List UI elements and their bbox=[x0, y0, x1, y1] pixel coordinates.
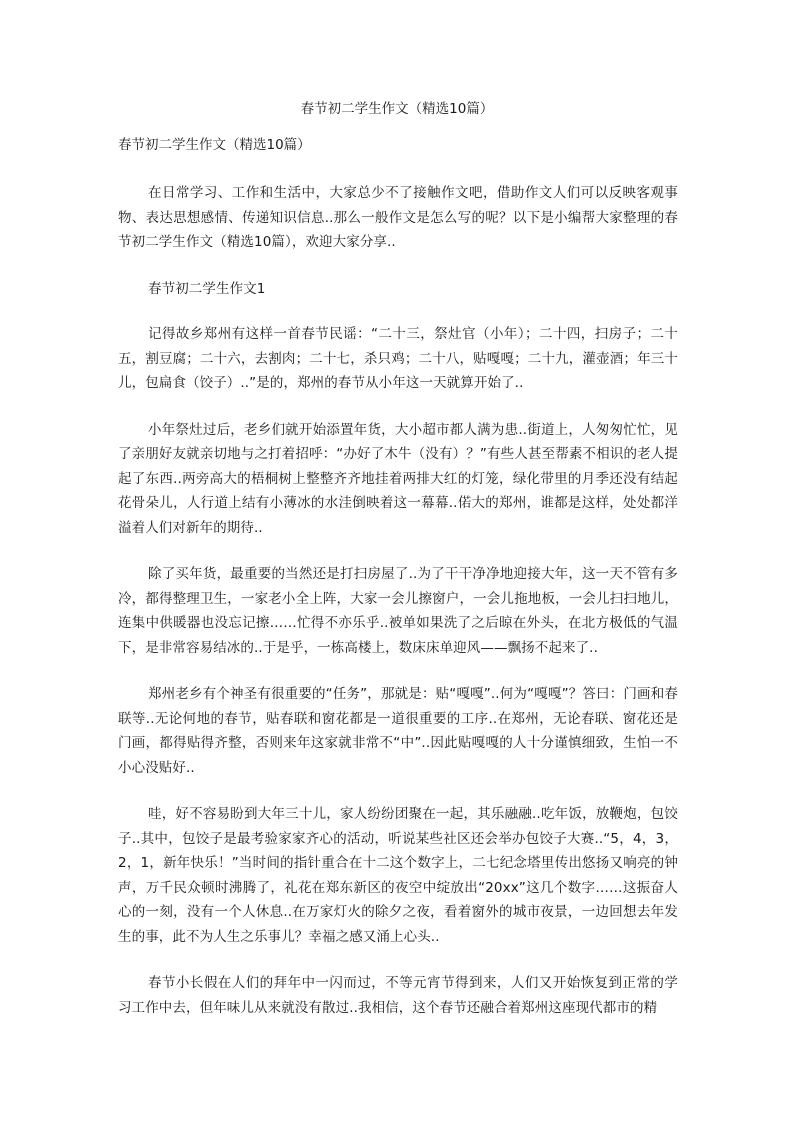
body-paragraph: 春节小长假在人们的拜年中一闪而过，不等元宵节得到来，人们又开始恢复到正常的学习工作中去，但年味儿从来就没有散过..我相信，这个春节还融合着郑州这座现代都市的精 bbox=[118, 975, 678, 1016]
body-paragraph: 小年祭灶过后，老乡们就开始添置年货，大小超市都人满为患..街道上，人匆匆忙忙，见了亲朋好友就亲切地与之打着招呼：“办好了木牛（没有）？”有些人甚至帮素不相识的老人提起了东西..两旁高大的梧桐树上整整齐齐地挂着两排大红的灯笼，绿化带里的月季还没有结起花骨朵儿，人行道上结有小薄冰的水洼倒映着这一幕幕..偌大的郑州，谁都是这样，处处都洋溢着人们对新年的期待.. bbox=[118, 421, 678, 536]
document-subtitle: 春节初二学生作文（精选10篇） bbox=[118, 137, 311, 153]
body-paragraph: 记得故乡郑州有这样一首春节民谣：“二十三，祭灶官（小年）；二十四，扫房子；二十五，割豆腐；二十六，去割肉；二十七，杀只鸡；二十八，贴嘎嘎；二十九，灌壶酒；年三十儿，包扁食（饺子）..”是的，郑州的春节从小年这一天就算开始了.. bbox=[118, 326, 678, 391]
document-title: 春节初二学生作文（精选10篇） bbox=[300, 101, 494, 117]
body-paragraph: 除了买年货，最重要的当然还是打扫房屋了..为了干干净净地迎接大年，这一天不管有多冷，都得整理卫生，一家老小全上阵，大家一会儿擦窗户，一会儿拖地板，一会儿扫扫地儿，连集中供暖器也没忘记擦……忙得不亦乐乎..被单如果洗了之后晾在外头，在北方极低的气温下，是非常容易结冰的..于是乎，一栋高楼上，数床床单迎风——飘扬不起来了.. bbox=[118, 566, 678, 656]
essay-heading: 春节初二学生作文1 bbox=[148, 280, 266, 297]
body-paragraph: 哇，好不容易盼到大年三十儿，家人纷纷团聚在一起，其乐融融..吃年饭，放鞭炮，包饺子..其中，包饺子是最考验家家齐心的活动，听说某些社区还会举办包饺子大赛..“5，4，3，2，1，新年快乐！”当时间的指针重合在十二这个数字上，二七纪念塔里传出悠扬又响亮的钟声，万千民众顿时沸腾了，礼花在郑东新区的夜空中绽放出“20xx”这几个数字……这振奋人心的一刻，没有一个人休息..在万家灯火的除夕之夜，看着窗外的城市夜景，一边回想去年发生的事，此不为人生之乐事儿？幸福之感又涌上心头.. bbox=[118, 806, 678, 945]
body-paragraph: 郑州老乡有个神圣有很重要的“任务”，那就是：贴“嘎嘎”..何为“嘎嘎”？答曰：门画和春联等..无论何地的春节，贴春联和窗花都是一道很重要的工序..在郑州，无论春联、窗花还是门画，都得贴得齐整，否则来年这家就非常不“中”..因此贴嘎嘎的人十分谨慎细致，生怕一不小心没贴好.. bbox=[118, 686, 678, 776]
intro-paragraph: 在日常学习、工作和生活中，大家总少不了接触作文吧，借助作文人们可以反映客观事物、表达思想感情、传递知识信息..那么一般作文是怎么写的呢？以下是小编帮大家整理的春节初二学生作文（精选10篇），欢迎大家分享.. bbox=[118, 185, 678, 250]
document-body bbox=[118, 181, 678, 1042]
